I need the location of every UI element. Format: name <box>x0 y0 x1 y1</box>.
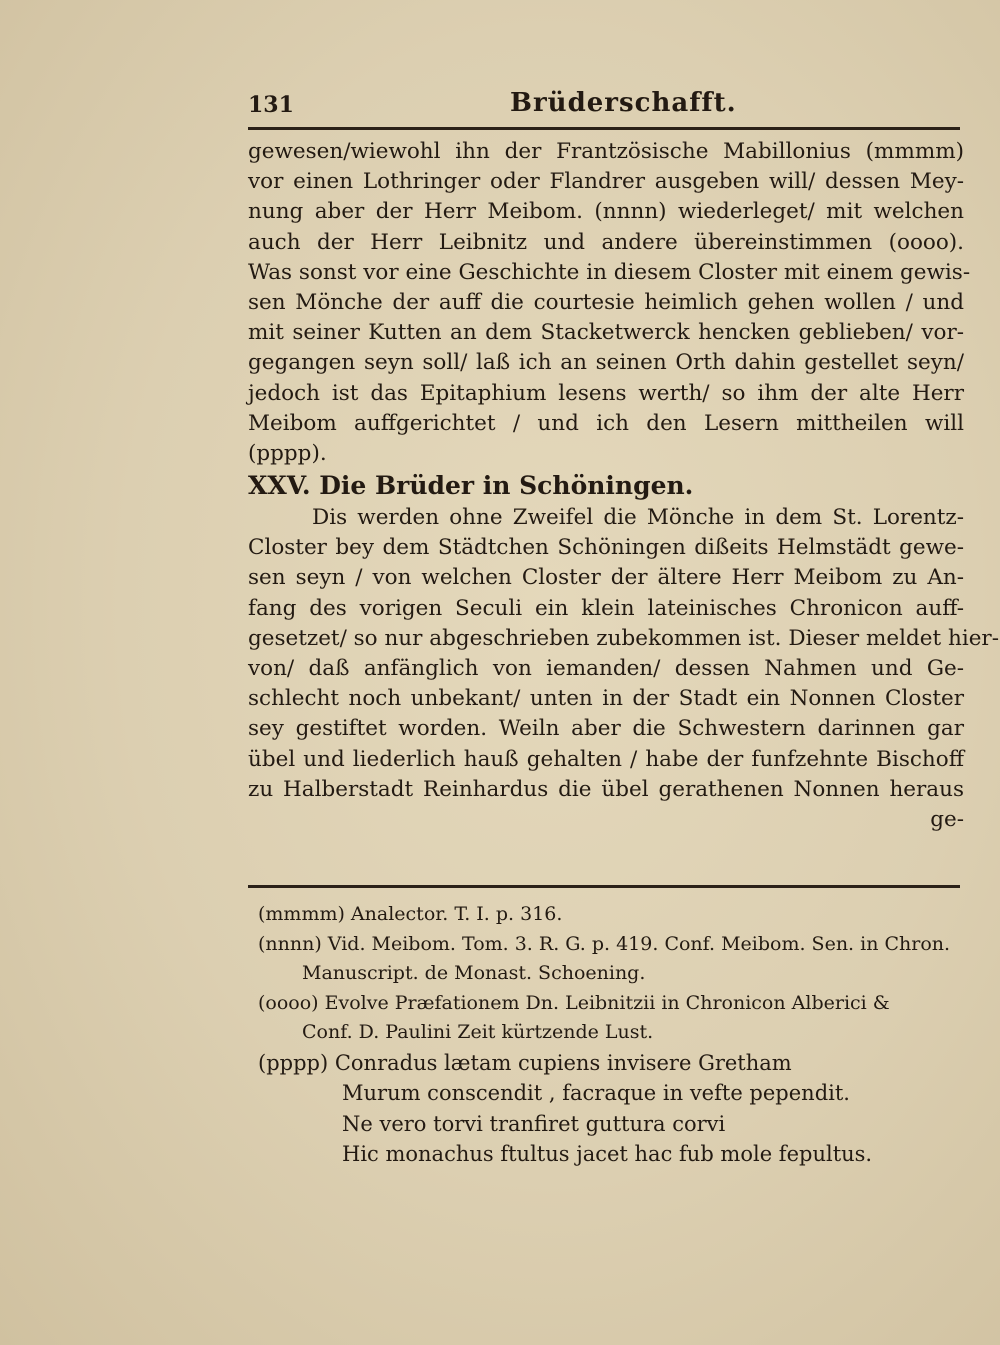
epitaph-verse-line: Ne vero torvi tranfiret guttura corvi <box>342 1111 726 1136</box>
epitaph-verse-line: (pppp) Conradus lætam cupiens invisere Gretham <box>258 1050 792 1075</box>
text-line: sen seyn / von welchen Closter der ältere Herr Meibom zu An- <box>248 565 964 591</box>
text-line: (pppp). <box>248 440 327 466</box>
text-line: sey gestiftet worden. Weiln aber die Schwestern darinnen gar <box>248 716 964 742</box>
footnote-line: (mmmm) Analector. T. I. p. 316. <box>258 903 563 925</box>
text-line: schlecht noch unbekant/ unten in der Stadt ein Nonnen Closter <box>248 686 964 712</box>
text-line: Was sonst vor eine Geschichte in diesem Closter mit einem gewis- <box>248 259 971 285</box>
footnote-line: (nnnn) Vid. Meibom. Tom. 3. R. G. p. 419. Conf. Meibom. Sen. in Chron. <box>258 932 951 955</box>
footnote-line: Conf. D. Paulini Zeit kürtzende Lust. <box>302 1021 654 1043</box>
text-line: gewesen/wiewohl ihn der Frantzösische Mabillonius (mmmm) <box>248 139 964 164</box>
text-line: auch der Herr Leibnitz und andere übereinstimmen (oooo). <box>248 229 964 255</box>
section-heading: XXV. Die Brüder in Schöningen. <box>248 471 694 501</box>
text-line: gesetzet/ so nur abgeschrieben zubekommen ist. Dieser meldet hier- <box>248 625 999 651</box>
text-line: übel und liederlich hauß gehalten / habe der funfzehnte Bischoff <box>248 746 964 772</box>
text-line: zu Halberstadt Reinhardus die übel gerathenen Nonnen heraus <box>248 776 964 802</box>
main-text <box>248 137 999 835</box>
text-line: Dis werden ohne Zweifel die Mönche in dem St. Lorentz- <box>312 505 964 531</box>
text-line: Closter bey dem Städtchen Schöningen dißeits Helmstädt gewe- <box>248 535 964 561</box>
text-line: sen Mönche der auff die courtesie heimlich gehen wollen / und <box>248 289 964 315</box>
page-header <box>248 88 960 124</box>
text-line: mit seiner Kutten an dem Stacketwerck hencken geblieben/ vor- <box>248 320 964 346</box>
footnote-line: (oooo) Evolve Præfationem Dn. Leibnitzii in Chronicon Alberici & <box>258 991 890 1014</box>
text-line: ge- <box>930 806 964 832</box>
epitaph-verse-line: Murum conscendit , facraque in vefte pependit. <box>342 1081 850 1105</box>
running-head: Brüderschafft. <box>510 88 737 118</box>
text-line: gegangen seyn soll/ laß ich an seinen Orth dahin gestellet seyn/ <box>248 350 964 376</box>
footnote-rule <box>248 885 960 888</box>
footnote-line: Manuscript. de Monast. Schoening. <box>302 962 646 984</box>
epitaph-verse-line: Hic monachus ftultus jacet hac fub mole fepultus. <box>342 1142 873 1166</box>
text-line: Meibom auffgerichtet / und ich den Lesern mittheilen will <box>248 410 964 436</box>
text-line: jedoch ist das Epitaphium lesens werth/ so ihm der alte Herr <box>248 380 964 406</box>
page-number: 131 <box>248 92 294 118</box>
header-rule <box>248 127 960 130</box>
text-line: von/ daß anfänglich von iemanden/ dessen Nahmen und Ge- <box>248 656 964 681</box>
text-line: vor einen Lothringer oder Flandrer ausgeben will/ dessen Mey- <box>248 169 964 195</box>
text-line: nung aber der Herr Meibom. (nnnn) wiederleget/ mit welchen <box>248 199 964 225</box>
footnotes <box>258 900 968 1170</box>
text-line: fang des vorigen Seculi ein klein lateinisches Chronicon auff- <box>248 595 964 621</box>
